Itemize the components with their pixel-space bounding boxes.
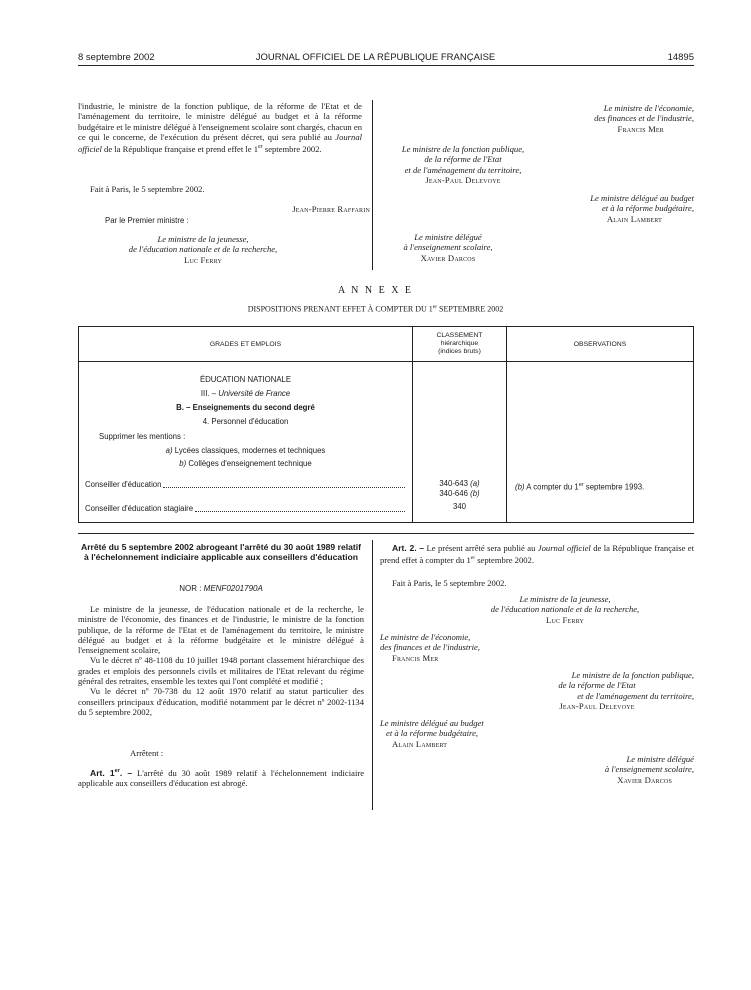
annex-subtitle: DISPOSITIONS PRENANT EFFET À COMPTER DU 1er SEPTEMBRE 2002 — [247, 304, 504, 314]
classement-cell — [413, 362, 507, 523]
arrete-signature-economie: Le ministre de l'économie, des finances et de l'industrie, Francis Mer — [380, 632, 480, 663]
arrete-article-1: Art. 1er. – L'arrêté du 30 août 1989 relatif à l'échelonnement indiciaire applicable aux conseillers d'éducation est abrogé. — [78, 767, 365, 789]
mention-colleges: b) Collèges d'enseignement technique — [179, 459, 312, 468]
observation-conseiller: (b) A compter du 1er septembre 1993. — [515, 482, 645, 492]
annex-title: A N N E X E — [337, 285, 414, 296]
col-header-observations: OBSERVATIONS — [507, 327, 694, 362]
mention-lycees: a) Lycées classiques, modernes et techniques — [165, 446, 326, 455]
universite-line: III. – Université de France — [200, 389, 291, 398]
signature-ministre-budget: Le ministre délégué au budget et à la réforme budgétaire, Alain Lambert — [590, 193, 694, 224]
arrete-signature-budget: Le ministre délégué au budget et à la réforme budgétaire, Alain Lambert — [380, 718, 484, 749]
arrete-vu-1: Vu le décret nº 48-1108 du 10 juillet 1948 portant classement hiérarchique des grades et emplois des personnels civils et militaires de l'Etat relevant du régime général des retraites, ensemble les textes qui l'ont complété et modifié ; — [78, 655, 364, 687]
fait-a-paris: Fait à Paris, le 5 septembre 2002. — [90, 184, 205, 194]
par-premier-ministre: Par le Premier ministre : — [105, 216, 189, 225]
enseignements-second-degre: B. – Enseignements du second degré — [176, 403, 315, 412]
arrete-fait-a-paris: Fait à Paris, le 5 septembre 2002. — [392, 578, 507, 588]
arrete-vu-2: Vu le décret nº 70-738 du 12 août 1970 relatif au statut particulier des conseillers principaux d'éducation, modifié notamment par le décret nº 2002-1134 du 5 septembre 2002, — [78, 686, 364, 717]
arrete-signature-jeunesse: Le ministre de la jeunesse, de l'éducation nationale et de la recherche, Luc Ferry — [490, 594, 640, 625]
signature-ministre-fonction-publique: Le ministre de la fonction publique, de la réforme de l'Etat et de l'aménagement du territoire, Jean-Paul Delevoye — [401, 144, 525, 185]
signer-raffarin: Jean-Pierre Raffarin — [292, 204, 370, 214]
row-conseiller-stagiaire: Conseiller d'éducation stagiaire — [85, 503, 407, 515]
col-header-classement: CLASSEMENT hiérarchique (indices bruts) — [413, 327, 507, 362]
header-page-number: 14895 — [667, 52, 694, 63]
signature-ministre-economie: Le ministre de l'économie, des finances et de l'industrie, Francis Mer — [594, 103, 694, 134]
header-rule — [78, 65, 694, 66]
supprimer-mentions: Supprimer les mentions : — [99, 432, 186, 441]
arrete-nor: NOR : MENF0201790A — [179, 584, 263, 593]
row-conseiller-education: Conseiller d'éducation — [85, 479, 407, 491]
signature-ministre-jeunesse: Le ministre de la jeunesse, de l'éducation nationale et de la recherche, Luc Ferry — [128, 234, 278, 265]
section-rule — [78, 533, 694, 534]
personnel-education: 4. Personnel d'éducation — [202, 417, 289, 426]
arrete-title: Arrêté du 5 septembre 2002 abrogeant l'arrêté du 30 août 1989 relatif à l'échelonnement indiciaire applicable aux conseillers d'éducation — [80, 542, 362, 562]
arrete-preamble: Le ministre de la jeunesse, de l'éducation nationale et de la recherche, le ministre de l'économie, des finances et de l'industrie, le ministre de la fonction publique, de la réforme de l'Etat et de l'aménagement du territoire, le ministre délégué au budget et à la réforme budgétaire et le ministre délégué à l'enseignement scolaire, — [78, 604, 364, 656]
arrete-signature-enseignement: Le ministre délégué à l'enseignement scolaire, Xavier Darcos — [604, 754, 694, 785]
arrete-signature-fonction-publique: Le ministre de la fonction publique, de la réforme de l'Etat et de l'aménagement du territoire, Jean-Paul Delevoye — [558, 670, 694, 711]
arrete-body — [78, 604, 364, 717]
decree-closing-paragraph: l'industrie, le ministre de la fonction publique, de la réforme de l'Etat et de l'aménagement du territoire, le ministre délégué au budget et à la réforme budgétaire et le ministre délégué à l'enseignement scolaire sont chargés, chacun en ce qui le concerne, de l'exécution du présent décret, qui sera publié au Journal officiel de la République française et prend effet le 1er septembre 2002. — [78, 101, 362, 155]
header-journal-title: JOURNAL OFFICIEL DE LA RÉPUBLIQUE FRANÇAISE — [255, 52, 496, 63]
arrete-article-2: Art. 2. – Le présent arrêté sera publié au Journal officiel de la République française et prend effet à compter du 1er septembre 2002. — [380, 543, 695, 566]
col-header-grades: GRADES ET EMPLOIS — [79, 327, 413, 362]
indice-stagiaire: 340 — [452, 502, 466, 511]
annex-table — [78, 326, 694, 523]
observations-cell — [507, 362, 694, 523]
edu-nationale: ÉDUCATION NATIONALE — [199, 375, 292, 384]
column-divider-bottom — [372, 540, 373, 810]
header-date: 8 septembre 2002 — [78, 52, 155, 63]
column-divider-top — [372, 100, 373, 270]
signature-ministre-enseignement: Le ministre délégué à l'enseignement scolaire, Xavier Darcos — [403, 232, 493, 263]
arrete-arretent: Arrêtent : — [130, 748, 164, 758]
indices-conseiller: 340-643 (a) 340-646 (b) — [439, 479, 480, 498]
grades-cell — [79, 362, 413, 523]
